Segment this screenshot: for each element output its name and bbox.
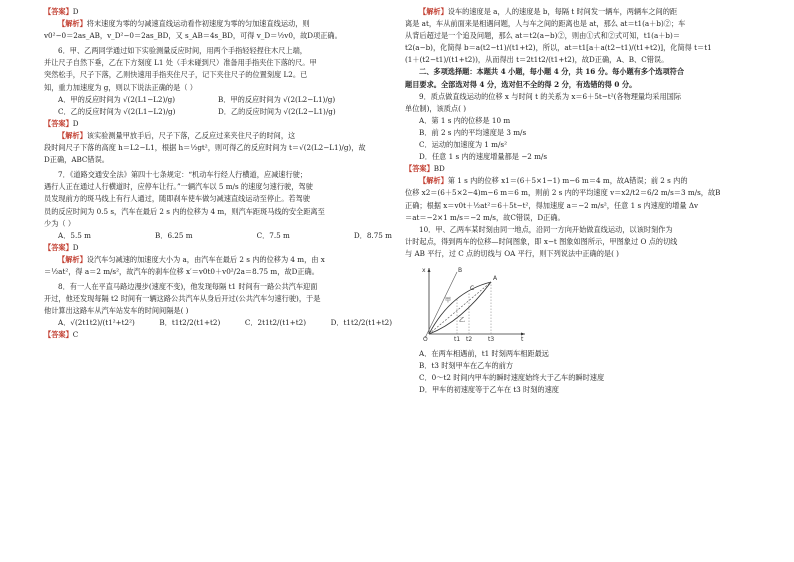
explanation-line: v0²−0＝2as_AB，v_D²−0＝2as_BD，又 s_AB＝4s_BD，可得 v_D＝½v0，故D项正确。 xyxy=(44,31,342,41)
question-10-line: 10．甲、乙两车某时刻由同一地点，沿同一方向开始做直线运动，以该时刻作为 xyxy=(419,224,673,234)
question-8-options xyxy=(44,317,392,329)
question-9-line: 单位制)，该质点( ) xyxy=(405,103,467,113)
explanation-line: 位移 x2＝(6＋5×2−4)m−6 m＝6 m，则前 2 s 内的平均速度 v＝x2/t2＝6/2 m/s＝3 m/s，故B xyxy=(405,188,721,198)
explanation-line: t2(a−b)，化简得 b＝a(t2−t1)/(t1+t2)，所以，at＝t1[a＋a(t2−t1)/(t1+t2)]，化简得 t＝t1 xyxy=(405,43,712,53)
question-6-line: 知，重力加速度为 g，则以下说法正确的是（ ） xyxy=(44,82,197,92)
explanation-line: D正确，ABC错误。 xyxy=(44,155,109,165)
question-10-line: 计时起点，得到两车的位移—时间图象，即 x−t 图象如图所示，甲图象过 O 点的切线 xyxy=(405,236,678,246)
answer-tag: 【答案】 xyxy=(44,242,73,252)
option-a: A．5.5 m xyxy=(58,230,91,240)
line-oa xyxy=(429,282,491,334)
right-column xyxy=(405,6,753,396)
option-d: D．甲车的初速度等于乙车在 t3 时刻的速度 xyxy=(419,385,559,395)
section-heading: 题目要求。全部选对得 4 分，选对但不全的得 2 分，有选错的得 0 分。 xyxy=(405,79,637,89)
label-a: A xyxy=(493,274,498,282)
label-x: x xyxy=(422,266,426,274)
question-8-line: 8．有一人在平直马路边漫步(速度不变)，他发现每隔 t1 时间有一路公共汽车迎面 xyxy=(58,282,318,292)
label-jia: 甲 xyxy=(445,296,452,304)
option-a: A．在两车相遇前，t1 时刻两车相距最远 xyxy=(419,349,549,359)
answer-tag: 【解析】 xyxy=(58,130,87,140)
answer-tag: 【答案】 xyxy=(44,118,73,128)
label-b: B xyxy=(458,266,463,274)
option-d: D．乙的反应时间为 √(2(L2−L1)/g) xyxy=(218,106,336,116)
explanation-line: 【解析】该实验测量甲放手后，尺子下落，乙反应过来夹住尺子的时间，这 xyxy=(58,130,296,140)
answer-line: 【答案】D xyxy=(44,7,79,16)
question-7-line: 遇行人正在通过人行横道时，应停车让行。”一辆汽车以 5 m/s 的速度匀速行驶，驾驶 xyxy=(44,182,313,192)
answer-line: 【答案】C xyxy=(44,330,79,340)
explanation-line: (1＋(t2−t1)/(t1+t2))，从而得出 t＝2t1t2/(t1+t2)，故D正确，A、B、C错误。 xyxy=(405,55,669,65)
answer-tag: 【答案】 xyxy=(44,7,73,16)
option-a: A．√(2t1t2)/(t1²+t2²) xyxy=(58,318,135,328)
label-c: C xyxy=(470,284,475,292)
option-c: C．2t1t2/(t1+t2) xyxy=(244,318,307,328)
answer-line: 【答案】D xyxy=(44,242,79,252)
label-t1: t1 xyxy=(454,335,461,342)
option-d: D．任意 1 s 内的速度增量都是 −2 m/s xyxy=(419,152,548,162)
xt-graph-figure xyxy=(421,264,529,342)
question-7-line: 7．《道路交通安全法》第四十七条规定：“机动车行经人行横道，应减速行驶； xyxy=(58,170,308,180)
answer-tag: 【解析】 xyxy=(419,176,448,186)
explanation-line: 【解析】设汽车匀减速的加速度大小为 a，由汽车在最后 2 s 内的位移为 4 m，由 x xyxy=(58,254,325,264)
answer-tag: 【解析】 xyxy=(58,254,87,264)
question-6-line: 突然松手，尺子下落，乙则快速用手指夹住尺子，记下夹住尺子的位置刻度 L2。已 xyxy=(44,70,308,80)
option-d: D．8.75 m xyxy=(353,230,392,240)
label-t2: t2 xyxy=(466,335,473,342)
option-b: B．甲的反应时间为 √(2(L2−L1)/g) xyxy=(218,94,336,104)
question-7-line: 员发现前方的斑马线上有行人通过，随即刹车使车做匀减速直线运动至停止。若驾驶 xyxy=(44,194,310,204)
explanation-line: 正确；根据 x＝v0t＋½at²＝6＋5t−t²，得加速度 a＝−2 m/s²，任意 1 s 内速度的增量 Δv xyxy=(405,200,699,210)
question-6-line: 6．甲、乙两同学通过如下实验测量反应时间，用两个手指轻轻捏住木尺上端， xyxy=(58,46,307,56)
explanation-line: 【解析】第 1 s 内的位移 x1＝(6＋5×1−1) m−6 m＝4 m，故A错误；前 2 s 内的 xyxy=(419,176,688,186)
explanation-line: 【解析】设车的速度是 a，人的速度是 b，每隔 t 时间发一辆车，两辆车之间的距 xyxy=(419,7,678,16)
question-9-line: 9．质点做直线运动的位移 x 与时间 t 的关系为 x＝6＋5t−t²(各物理量均采用国际 xyxy=(419,91,682,101)
option-c: C．运动的加速度为 1 m/s² xyxy=(419,140,507,150)
option-c: C．乙的反应时间为 √(2(L1−L2)/g) xyxy=(58,106,176,116)
option-b: B．t3 时刻甲车在乙车的前方 xyxy=(419,361,514,371)
answer-line: 【答案】BD xyxy=(405,164,445,174)
option-b: B．6.25 m xyxy=(154,230,193,240)
option-d: D．t1t2/2(t1+t2) xyxy=(330,318,392,328)
explanation-line: ＝½at²，得 a＝2 m/s²，故汽车的刹车位移 x′＝v0t0＋v0²/2a＝8.75 m，故D正确。 xyxy=(44,266,319,276)
x-axis-arrow-icon xyxy=(428,268,431,272)
question-7-line: 少为（ ） xyxy=(44,218,76,228)
option-b: B．前 2 s 内的平均速度是 3 m/s xyxy=(419,127,527,137)
label-yi: 乙 xyxy=(459,316,466,324)
answer-line: 【答案】D xyxy=(44,118,79,128)
question-6-line: 并让尺子自然下垂，乙在下方刻度 L1 处（手未碰到尺）准备用手指夹住下落的尺。甲 xyxy=(44,58,317,68)
answer-tag: 【答案】 xyxy=(44,330,73,340)
label-t: t xyxy=(521,335,524,342)
option-a: A．第 1 s 内的位移是 10 m xyxy=(419,115,511,125)
explanation-line: ＝at＝−2×1 m/s＝−2 m/s，故C错误，D正确。 xyxy=(405,212,565,222)
label-o: O xyxy=(423,335,428,342)
explanation-line: 离是 at，车从前面来是相遇问题，人与车之间的距离也是 at，那么 at＝t1(a＋b)②；车 xyxy=(405,19,686,29)
label-t3: t3 xyxy=(488,335,495,342)
explanation-line: 段时间尺子下落的高度 h＝L2−L1，根据 h＝½gt²，则可得乙的反应时间为 t＝√(2(L2−L1)/g)，故 xyxy=(44,143,366,153)
answer-tag: 【解析】 xyxy=(419,7,448,16)
option-b: B．t1t2/2(t1+t2) xyxy=(159,318,221,328)
option-c: C．7.5 m xyxy=(256,230,290,240)
explanation-line: 从背后超过是一个追及问题，那么 at＝t2(a−b)②，则由①式和②式可知，t1(a＋b)＝ xyxy=(405,31,681,41)
question-7-line: 员的反应时间为 0.5 s，汽车在最后 2 s 内的位移为 4 m，则汽车距斑马线的安全距离至 xyxy=(44,206,325,216)
question-10-line: 与 AB 平行，过 C 点的切线与 OA 平行，则下列说法中正确的是( ) xyxy=(405,248,619,258)
question-6-options xyxy=(44,94,392,118)
left-column xyxy=(44,6,392,342)
question-7-options xyxy=(44,230,392,242)
answer-tag: 【解析】 xyxy=(58,19,87,29)
option-c: C．0～t2 时间内甲车的瞬时速度始终大于乙车的瞬时速度 xyxy=(419,373,605,383)
option-a: A．甲的反应时间为 √(2(L1−L2)/g) xyxy=(58,94,176,104)
question-8-line: 开过，他还发现每隔 t2 时间有一辆这路公共汽车从身后开过(公共汽车匀速行驶)，于是 xyxy=(44,294,321,304)
explanation-line: 【解析】将末速度为零的匀减速直线运动看作初速度为零的匀加速直线运动，则 xyxy=(58,19,310,29)
section-heading: 二、多项选择题：本题共 4 小题，每小题 4 分，共 16 分。每小题有多个选项符合 xyxy=(419,67,685,77)
question-8-line: 他计算出这路车从汽车站发车的时间间隔是( ) xyxy=(44,306,189,316)
answer-tag: 【答案】 xyxy=(405,164,434,174)
